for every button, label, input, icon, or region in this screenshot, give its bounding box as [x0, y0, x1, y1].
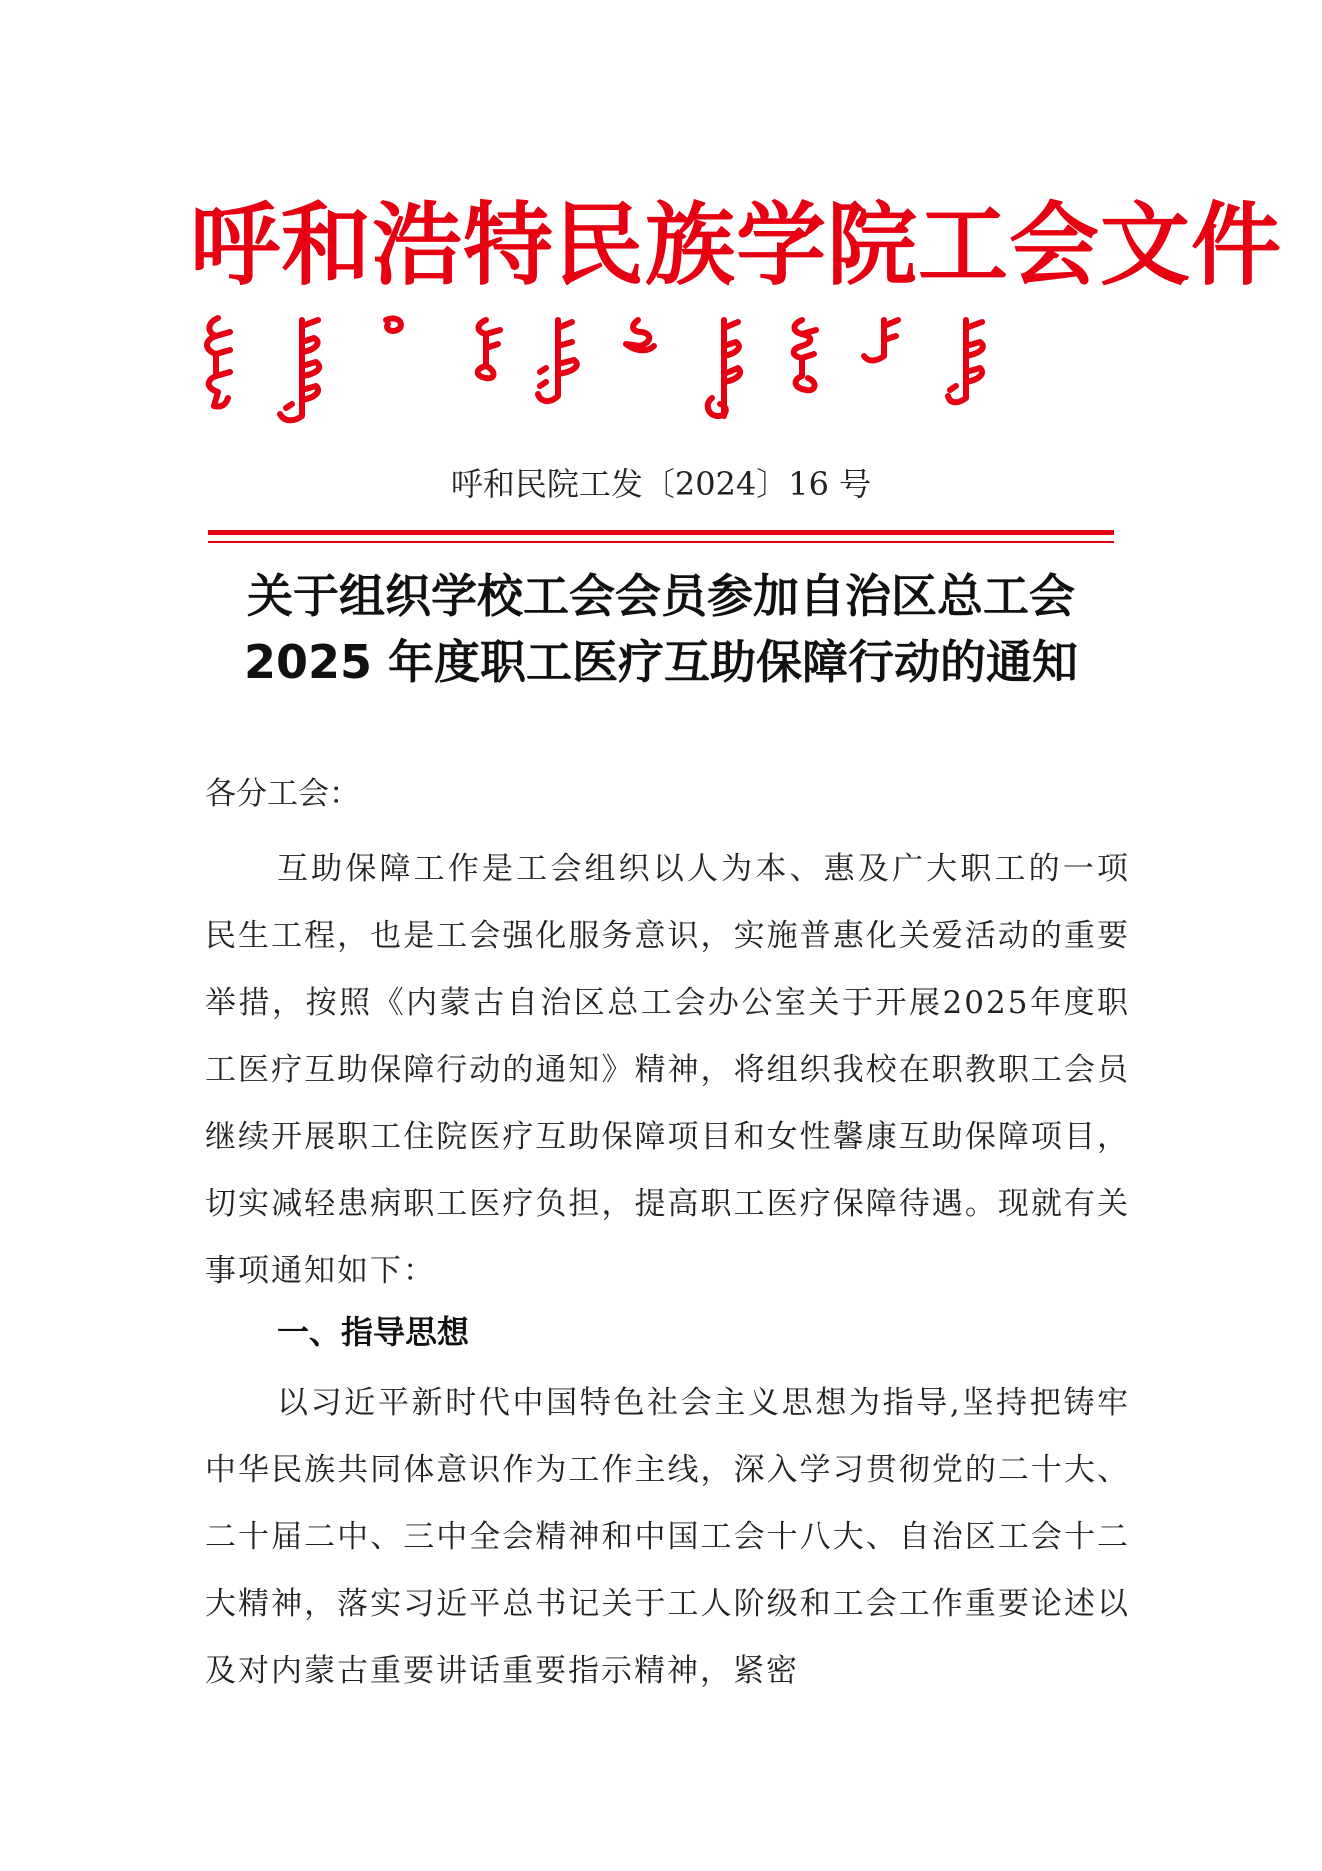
document-title-line-1: 关于组织学校工会会员参加自治区总工会: [247, 569, 1075, 623]
document-title-line-2: 2025 年度职工医疗互助保障行动的通知: [243, 635, 1079, 689]
mongolian-script-graphic: [196, 312, 1126, 432]
salutation: 各分工会：: [205, 776, 360, 812]
document-masthead-title: 呼和浩特民族学院工会文件: [190, 192, 1282, 298]
paragraph-2: 以习近平新时代中国特色社会主义思想为指导,坚持把铸牢中华民族共同体意识作为工作主线，深入学习贯彻党的二十大、二十届二中、三中全会精神和中国工会十八大、自治区工会十二大精神，落实习近平总书记关于工人阶级和工会工作重要论述以及对内蒙古重要讲话重要指示精神，紧密: [205, 1385, 1130, 1689]
document-number: 呼和民院工发〔2024〕16 号: [450, 465, 872, 503]
paragraph-2-block: [205, 1370, 1130, 1705]
mongolian-script-masthead: [196, 312, 1126, 432]
paragraph-1-block: [205, 836, 1130, 1305]
section-heading-1: 一、指导思想: [277, 1313, 470, 1351]
header-divider-thin: [208, 541, 1114, 543]
paragraph-1: 互助保障工作是工会组织以人为本、惠及广大职工的一项民生工程，也是工会强化服务意识，实施普惠化关爱活动的重要举措，按照《内蒙古自治区总工会办公室关于开展2025年度职工医疗互助保障行动的通知》精神，将组织我校在职教职工会员继续开展职工住院医疗互助保障项目和女性馨康互助保障项目，切实减轻患病职工医疗负担，提高职工医疗保障待遇。现就有关事项通知如下：: [205, 851, 1130, 1289]
header-divider-thick: [208, 530, 1114, 535]
